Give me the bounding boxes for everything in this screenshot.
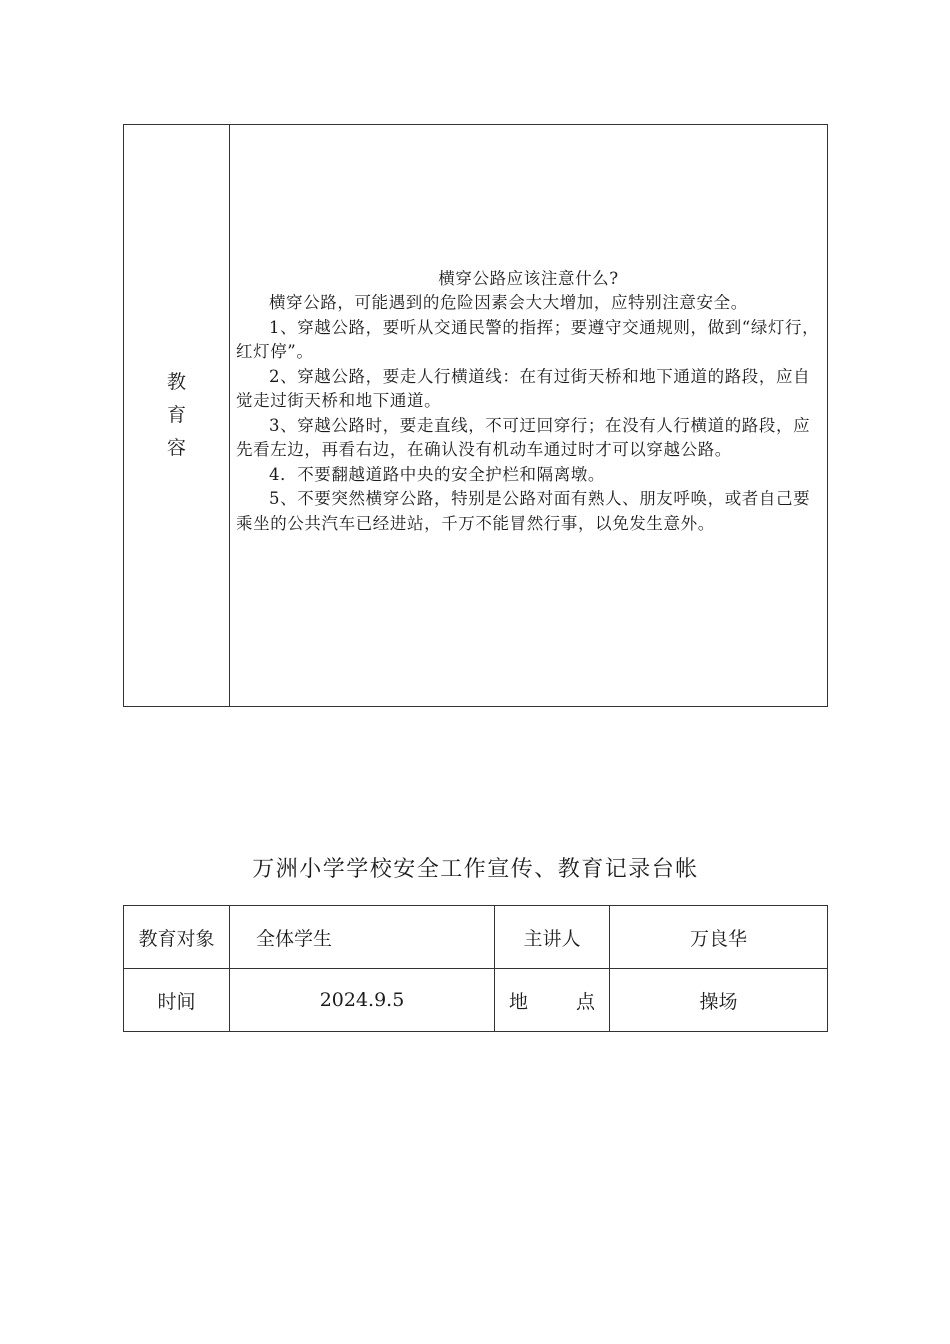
table-row <box>124 969 828 1032</box>
content-paragraph: 4．不要翻越道路中央的安全护栏和隔离墩。 <box>269 464 605 484</box>
education-content-table <box>123 124 828 707</box>
speaker-value: 万良华 <box>610 906 828 969</box>
place-label-char: 地 <box>509 990 529 1013</box>
audience-label: 教育对象 <box>124 906 230 969</box>
place-value: 操场 <box>610 969 828 1032</box>
record-info-table <box>123 905 828 1032</box>
label-char: 教 <box>166 371 186 393</box>
content-paragraph: 5、不要突然横穿公路，特别是公路对面有熟人、朋友呼唤，或者自己要乘坐的公共汽车已经进站，千万不能冒然行事，以免发生意外。 <box>236 489 811 533</box>
time-value: 2024.9.5 <box>230 969 495 1032</box>
audience-value: 全体学生 <box>230 906 495 969</box>
content-body-cell <box>230 125 828 707</box>
label-char: 容 <box>166 437 186 459</box>
content-paragraph: 横穿公路，可能遇到的危险因素会大大增加，应特别注意安全。 <box>269 293 748 313</box>
content-title: 横穿公路应该注意什么? <box>438 268 619 288</box>
table-row <box>124 906 828 969</box>
speaker-label: 主讲人 <box>495 906 610 969</box>
place-label-cell <box>495 969 610 1032</box>
content-paragraph: 1、穿越公路，要听从交通民警的指挥；要遵守交通规则，做到“绿灯行，红灯停”。 <box>236 317 820 362</box>
place-label-char: 点 <box>575 990 595 1013</box>
content-label <box>167 366 186 465</box>
content-paragraph: 2、穿越公路，要走人行横道线：在有过街天桥和地下通道的路段，应自觉走过街天桥和地下通道。 <box>236 366 811 411</box>
label-char: 育 <box>166 404 186 426</box>
content-paragraph: 3、穿越公路时，要走直线，不可迂回穿行；在没有人行横道的路段，应先看左边，再看右边，在确认没有机动车通过时才可以穿越公路。 <box>236 415 811 460</box>
time-label: 时间 <box>124 969 230 1032</box>
record-heading: 万洲小学学校安全工作宣传、教育记录台帐 <box>252 857 699 882</box>
content-body <box>236 267 821 537</box>
content-label-cell <box>124 125 230 707</box>
place-label <box>495 987 609 1014</box>
